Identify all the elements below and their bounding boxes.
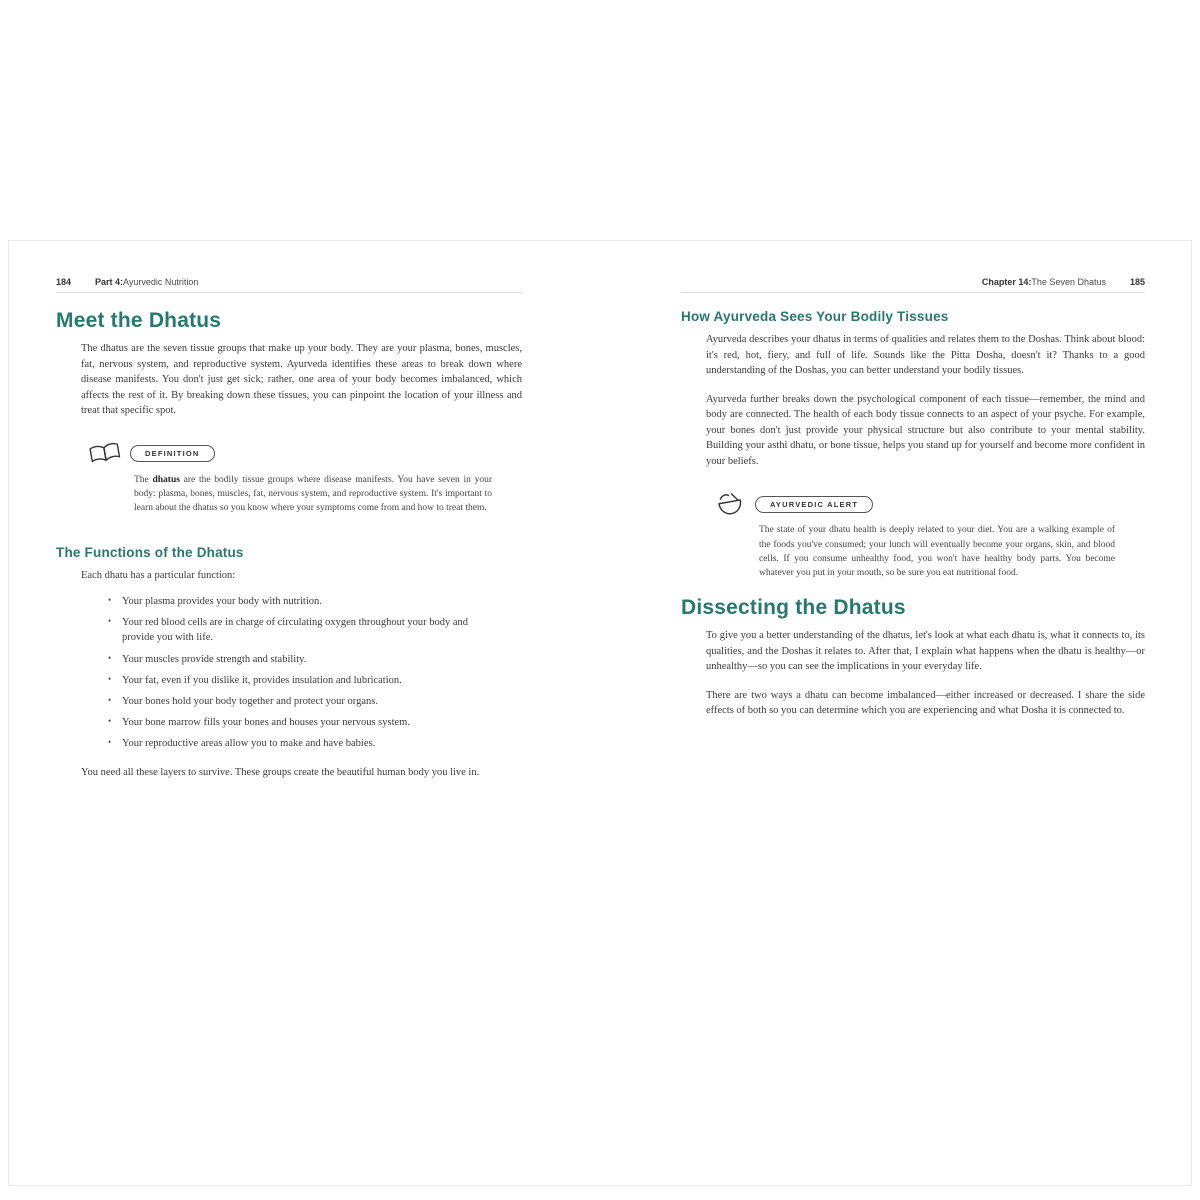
left-page-number: 184 — [56, 277, 72, 287]
definition-callout — [88, 441, 522, 516]
tissues-paragraph-1: Ayurveda describes your dhatus in terms of qualities and relates them to the Doshas. Think about blood: it's red, hot, fiery, and full of life. Sounds like the Pitta Dosha, doesn't it? Thanks to a good understanding of the Doshas, you can better understand your bodily tissues. — [706, 334, 1145, 377]
tissues-paragraph-2: Ayurveda further breaks down the psychological component of each tissue—remember, the mind and body are connected. The health of each body tissue connects to an aspect of your psyche. For example, your bones don't just provide your physical structure but also contribute to your mental stability. Building your asthi dhatu, or bone tissue, helps you stand up for yourself and become more confident in your beliefs. — [706, 393, 1145, 467]
left-page — [9, 241, 600, 1185]
ayurvedic-alert-label: AYURVEDIC ALERT — [755, 496, 873, 513]
tissues-section-title: How Ayurveda Sees Your Bodily Tissues — [681, 309, 949, 324]
dissecting-paragraph-2: There are two ways a dhatu can become imbalanced—either increased or decreased. I share the side effects of both so you can determine which you are experiencing and what Dosha it is connected to. — [706, 689, 1145, 717]
definition-text-lead: The — [134, 474, 153, 485]
dissecting-section-title: Dissecting the Dhatus — [681, 596, 906, 620]
ayurvedic-alert-callout — [713, 491, 1145, 580]
definition-book-icon — [86, 438, 124, 470]
definition-text-rest: are the bodily tissue groups where disease manifests. You have seven in your body: plasma, bones, muscles, fat, nervous system, and reproductive system. It's important to learn about the dhatus so you know where your symptoms come from and how to treat them. — [134, 474, 492, 514]
functions-section-title: The Functions of the Dhatus — [56, 545, 244, 561]
functions-intro: Each dhatu has a particular function: — [81, 570, 236, 582]
left-header-rule — [56, 292, 522, 293]
definition-text — [134, 473, 492, 516]
right-header-rule — [681, 292, 1145, 293]
list-item: • Your plasma provides your body with nutrition. — [108, 594, 493, 609]
definition-callout-head — [88, 441, 522, 467]
closing-paragraph: You need all these layers to survive. These groups create the beautiful human body you live in. — [81, 766, 480, 778]
list-item: • Your bones hold your body together and protect your organs. — [108, 694, 493, 709]
part-label: Part 4: — [95, 277, 124, 287]
right-page — [600, 241, 1191, 1185]
list-item: • Your muscles provide strength and stability. — [108, 652, 493, 667]
right-running-head — [681, 277, 1145, 287]
list-item: • Your red blood cells are in charge of circulating oxygen throughout your body and provide you with life. — [108, 615, 493, 645]
list-item: • Your bone marrow fills your bones and houses your nervous system. — [108, 715, 493, 730]
chapter-name: The Seven Dhatus — [1031, 277, 1106, 287]
definition-text-term: dhatus — [152, 474, 180, 485]
dissecting-paragraph-1: To give you a better understanding of the dhatus, let's look at what each dhatu is, what it connects to, its qualities, and the Doshas it relates to. After that, I explain what happens when the dhatu is healthy—or unhealthy—so you can see the implications in your everyday life. — [706, 630, 1145, 673]
definition-label: DEFINITION — [130, 445, 215, 462]
right-page-number: 185 — [1129, 277, 1145, 287]
intro-paragraph: The dhatus are the seven tissue groups that make up your body. They are your plasma, bones, muscles, fat, nervous system, and reproductive system. Ayurveda identifies these areas to break down where disease manifests. You don't just get sick; rather, one area of your body becomes imbalanced, which affects the rest of it. By breaking down these tissues, you can pinpoint the location of your illness and treat that specific spot. — [81, 343, 522, 417]
dhatu-function-list — [108, 594, 522, 752]
left-running-head — [56, 277, 522, 287]
chapter-label: Chapter 14: — [981, 277, 1032, 287]
part-title: Ayurvedic Nutrition — [123, 277, 199, 287]
book-spread — [8, 240, 1192, 1186]
ayurvedic-alert-text: The state of your dhatu health is deeply related to your diet. You are a walking example of the foods you've consumed; your lunch will eventually become your organs, skin, and blood cells. If you consume unhealthy food, you won't have healthy body parts. You become whatever you put in your mouth, so be sure you eat nutritional food. — [759, 525, 1115, 578]
ayurvedic-alert-head — [713, 491, 1145, 517]
list-item: • Your reproductive areas allow you to make and have babies. — [108, 736, 493, 751]
list-item: • Your fat, even if you dislike it, provides insulation and lubrication. — [108, 673, 493, 688]
chapter-title: Meet the Dhatus — [56, 309, 222, 332]
ayurvedic-alert-icon — [711, 488, 749, 520]
